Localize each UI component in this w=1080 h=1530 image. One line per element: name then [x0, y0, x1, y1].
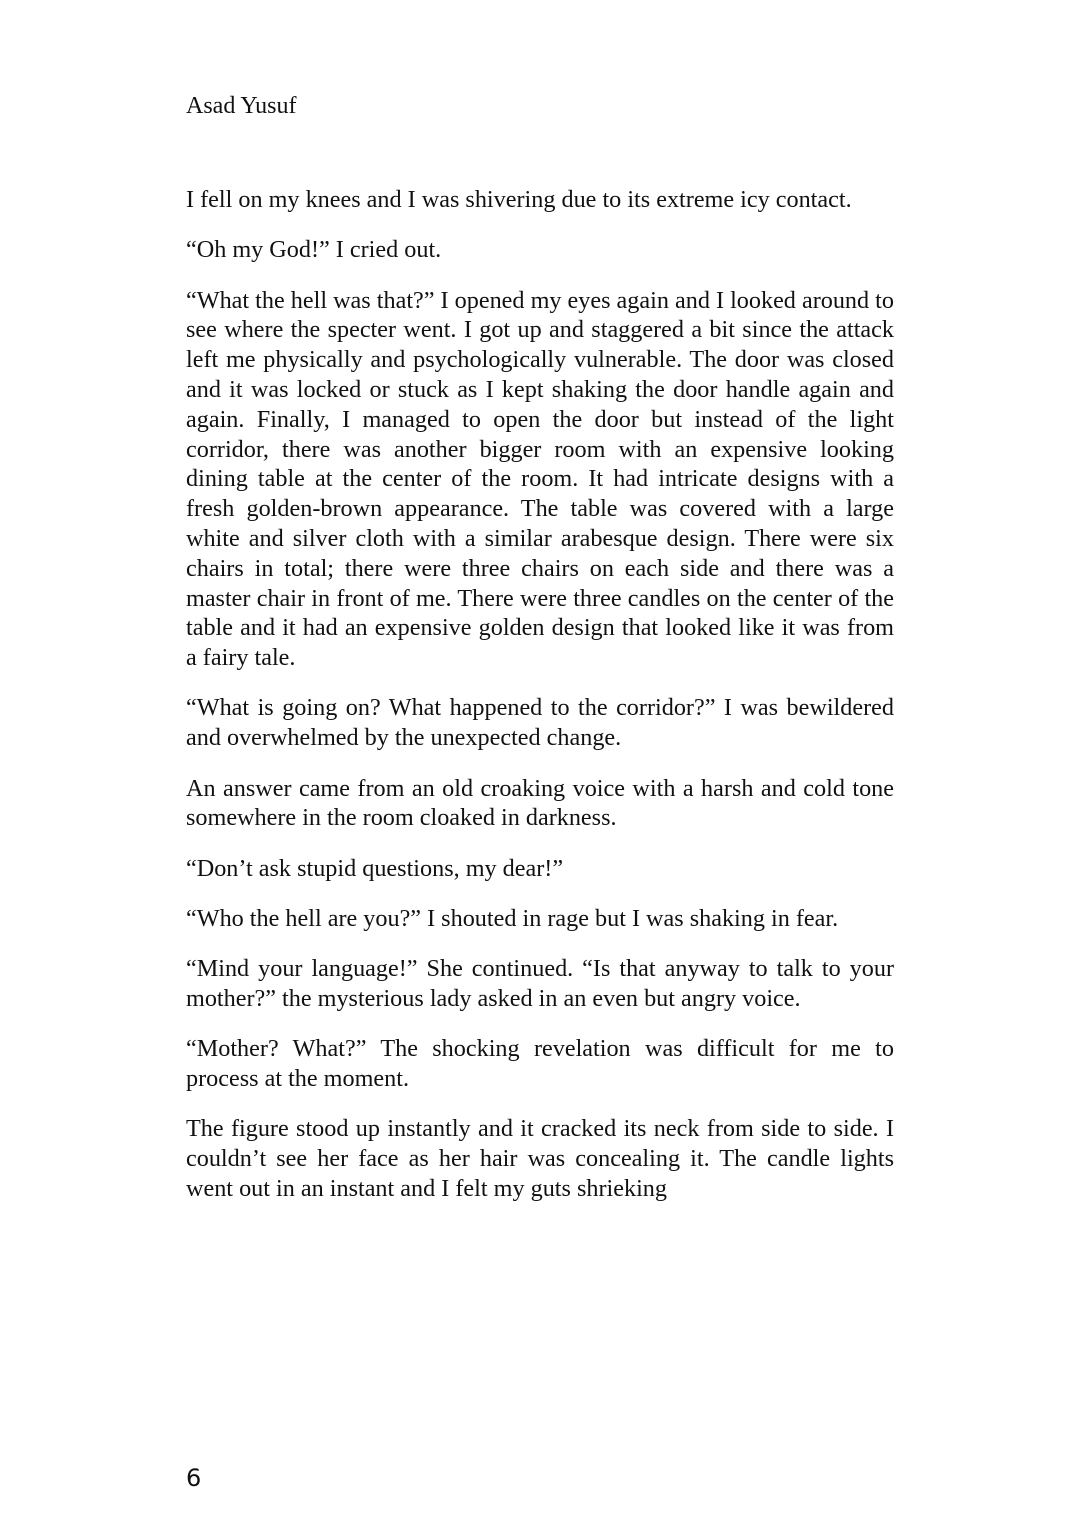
page-number: 6 [186, 1464, 202, 1492]
paragraph: “Oh my God!” I cried out. [186, 236, 442, 264]
paragraph: “Who the hell are you?” I shouted in rage but I was shaking in fear. [186, 904, 839, 932]
paragraph: The figure stood up instantly and it cracked its neck from side to side. I couldn’t see her face as her hair was concealing it. The candle lights went out in an instant and I felt my guts shrieking [186, 1115, 894, 1203]
paragraph: “Mother? What?” The shocking revelation was difficult for me to process at the moment. [186, 1035, 894, 1093]
paragraph: An answer came from an old croaking voice with a harsh and cold tone somewhere in the room cloaked in darkness. [186, 774, 894, 832]
paragraph: “What the hell was that?” I opened my eyes again and I looked around to see where the specter went. I got up and staggered a bit since the attack left me physically and psychologically vulnerable. The door was closed and it was locked or stuck as I kept shaking the door handle again and again. Finally, I managed to open the door but instead of the light corridor, there was another bigger room with an expensive looking dining table at the center of the room. It had intricate designs with a fresh golden-brown appearance. The table was covered with a large white and silver cloth with a similar arabesque design. There were six chairs in total; there were three chairs on each side and there was a master chair in front of me. There were three candles on the center of the table and it had an expensive golden design that looked like it was from a fairy tale. [186, 286, 894, 672]
running-header-author: Asad Yusuf [186, 93, 297, 119]
paragraph: “Mind your language!” She continued. “Is that anyway to talk to your mother?” the mysterious lady asked in an even but angry voice. [186, 955, 894, 1013]
body-text [186, 185, 894, 1224]
paragraph: I fell on my knees and I was shivering due to its extreme icy contact. [186, 186, 852, 213]
paragraph: “What is going on? What happened to the corridor?” I was bewildered and overwhelmed by the unexpected change. [186, 694, 894, 752]
paragraph: “Don’t ask stupid questions, my dear!” [186, 854, 564, 882]
